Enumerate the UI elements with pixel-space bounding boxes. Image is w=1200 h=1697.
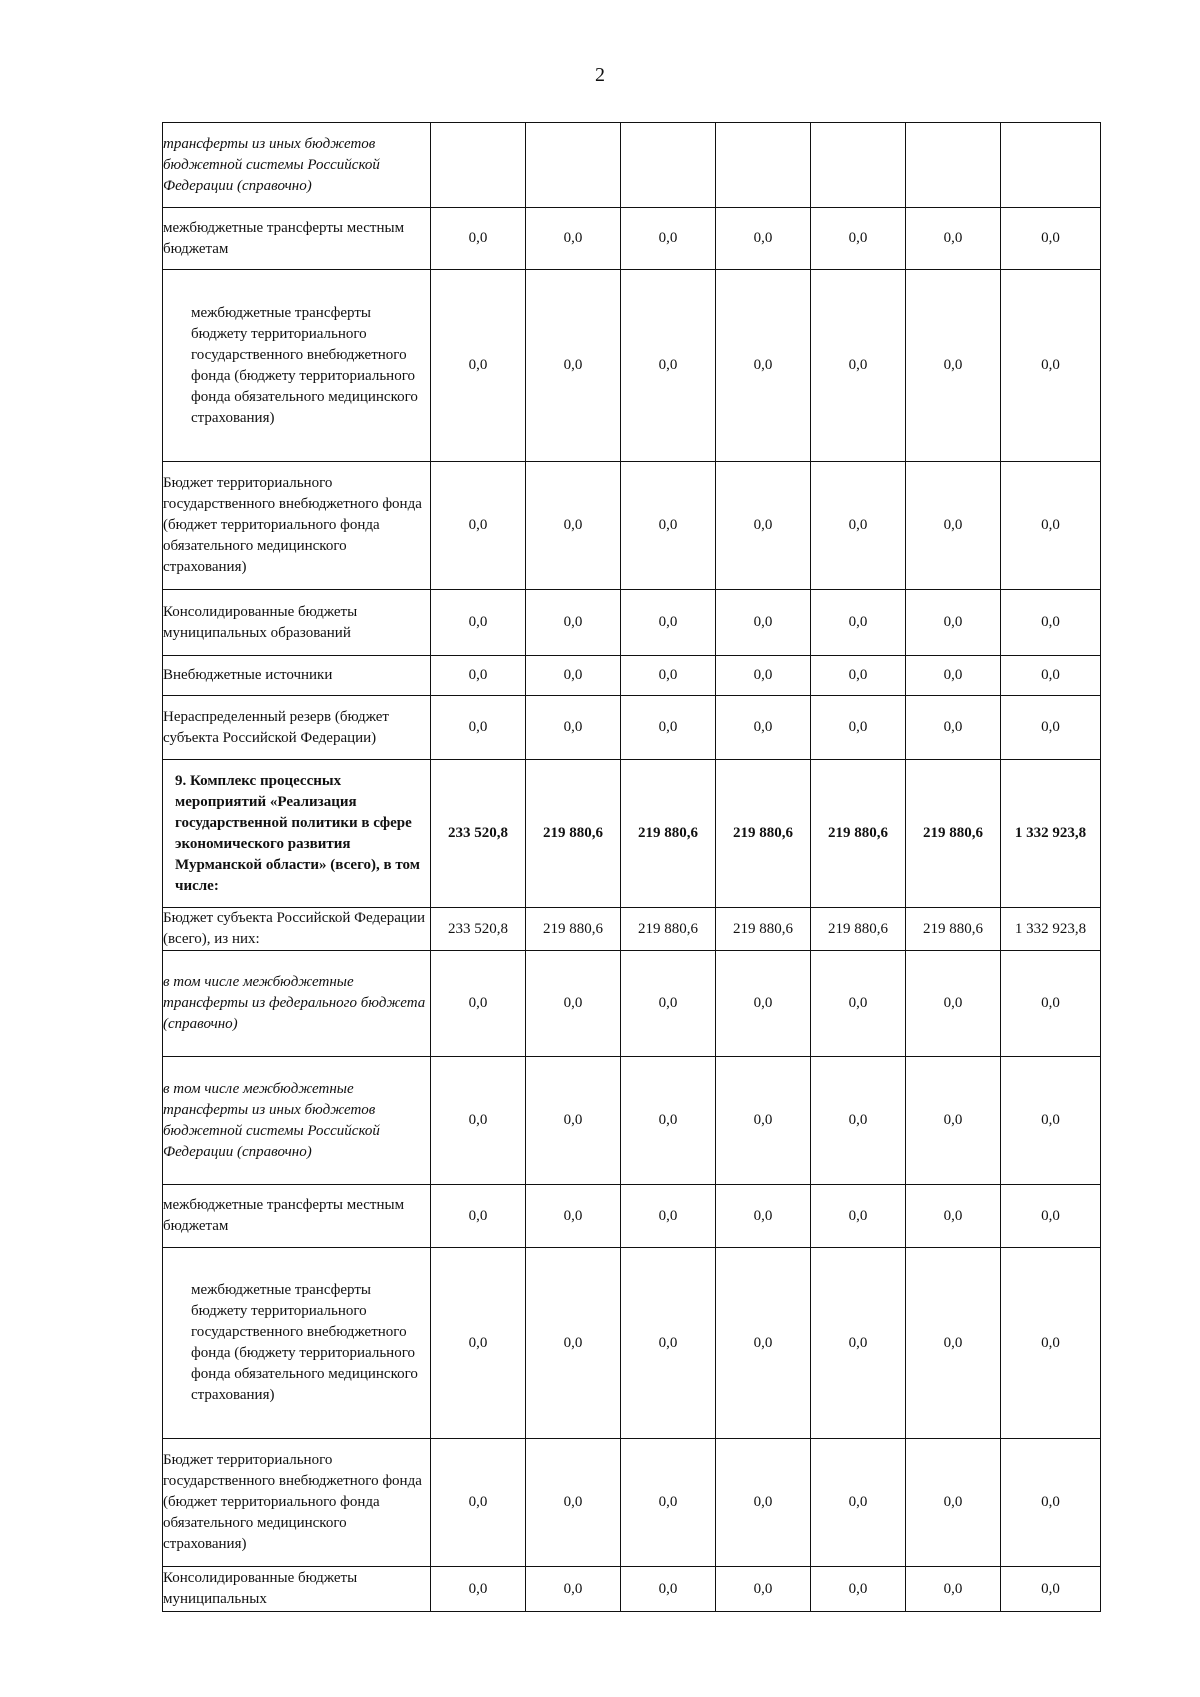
row-value: 0,0: [906, 1057, 1001, 1185]
row-value: 0,0: [526, 1185, 621, 1248]
row-value: 1 332 923,8: [1001, 908, 1101, 951]
row-value: 0,0: [526, 696, 621, 760]
row-value: 0,0: [621, 951, 716, 1057]
row-value: 0,0: [526, 1057, 621, 1185]
row-value: 0,0: [1001, 696, 1101, 760]
row-value: 0,0: [811, 696, 906, 760]
page-number: 2: [595, 64, 605, 86]
row-value: 0,0: [431, 951, 526, 1057]
row-value: 0,0: [1001, 656, 1101, 696]
row-value: 0,0: [621, 1439, 716, 1567]
row-value: 0,0: [431, 590, 526, 656]
row-value: 0,0: [431, 1248, 526, 1439]
row-value: [716, 123, 811, 208]
row-value: 0,0: [431, 656, 526, 696]
row-value: 0,0: [526, 208, 621, 270]
row-label: Бюджет территориального государственного внебюджетного фонда (бюджет территориального фонда обязательного медицинского страхования): [163, 1439, 431, 1567]
table-row: [163, 1439, 1101, 1567]
row-label: трансферты из иных бюджетов бюджетной системы Российской Федерации (справочно): [163, 123, 431, 208]
row-value: 0,0: [906, 656, 1001, 696]
row-value: 0,0: [621, 1057, 716, 1185]
table-row: [163, 1185, 1101, 1248]
row-value: 0,0: [906, 462, 1001, 590]
row-value: 219 880,6: [811, 908, 906, 951]
row-value: 0,0: [621, 208, 716, 270]
row-value: 0,0: [906, 1439, 1001, 1567]
row-value: 219 880,6: [526, 760, 621, 908]
row-value: 0,0: [716, 1439, 811, 1567]
row-value: 0,0: [716, 1248, 811, 1439]
row-value: 0,0: [811, 208, 906, 270]
row-value: 0,0: [716, 951, 811, 1057]
row-value: 0,0: [621, 696, 716, 760]
table-row: [163, 462, 1101, 590]
row-value: 0,0: [621, 590, 716, 656]
row-value: 0,0: [431, 1439, 526, 1567]
row-value: 0,0: [526, 951, 621, 1057]
table-row: [163, 590, 1101, 656]
table-row: [163, 1567, 1101, 1612]
row-value: 0,0: [621, 1248, 716, 1439]
budget-table-body: [163, 123, 1101, 1612]
row-value: 0,0: [906, 951, 1001, 1057]
row-value: 0,0: [716, 1185, 811, 1248]
row-value: 0,0: [1001, 208, 1101, 270]
table-row: [163, 123, 1101, 208]
row-value: 0,0: [716, 208, 811, 270]
row-value: 219 880,6: [906, 908, 1001, 951]
row-value: 0,0: [811, 1057, 906, 1185]
row-label: Бюджет субъекта Российской Федерации (всего), из них:: [163, 908, 431, 951]
row-value: 0,0: [431, 208, 526, 270]
row-label: межбюджетные трансферты местным бюджетам: [163, 208, 431, 270]
row-value: 0,0: [811, 270, 906, 462]
row-value: 233 520,8: [431, 760, 526, 908]
row-value: 0,0: [621, 1185, 716, 1248]
row-value: 0,0: [716, 590, 811, 656]
row-value: 0,0: [716, 1567, 811, 1612]
table-row: [163, 208, 1101, 270]
row-value: 219 880,6: [906, 760, 1001, 908]
row-value: 0,0: [811, 590, 906, 656]
row-value: 0,0: [1001, 1439, 1101, 1567]
row-value: 0,0: [906, 1185, 1001, 1248]
row-value: 0,0: [431, 1567, 526, 1612]
row-value: [621, 123, 716, 208]
row-label: в том числе межбюджетные трансферты из федерального бюджета (справочно): [163, 951, 431, 1057]
row-label: в том числе межбюджетные трансферты из иных бюджетов бюджетной системы Российской Федерации (справочно): [163, 1057, 431, 1185]
table-row: [163, 951, 1101, 1057]
budget-table: [162, 122, 1101, 1612]
row-value: [1001, 123, 1101, 208]
row-value: 0,0: [621, 1567, 716, 1612]
row-value: 0,0: [526, 462, 621, 590]
row-value: [811, 123, 906, 208]
row-value: 0,0: [811, 462, 906, 590]
row-value: 0,0: [1001, 270, 1101, 462]
row-value: 0,0: [906, 208, 1001, 270]
row-value: 0,0: [526, 656, 621, 696]
table-row: [163, 696, 1101, 760]
row-label: межбюджетные трансферты бюджету территориального государственного внебюджетного фонда (бюджету территориального фонда обязательного медицинского страхования): [163, 1248, 431, 1439]
table-row: [163, 760, 1101, 908]
row-value: 0,0: [526, 590, 621, 656]
row-label: Консолидированные бюджеты муниципальных образований: [163, 590, 431, 656]
row-value: 0,0: [811, 1248, 906, 1439]
row-value: 219 880,6: [621, 760, 716, 908]
row-value: 0,0: [431, 1057, 526, 1185]
row-value: 233 520,8: [431, 908, 526, 951]
row-label: Консолидированные бюджеты муниципальных: [163, 1567, 431, 1612]
row-label: Внебюджетные источники: [163, 656, 431, 696]
row-value: [431, 123, 526, 208]
row-value: 219 880,6: [621, 908, 716, 951]
row-value: 1 332 923,8: [1001, 760, 1101, 908]
row-value: 0,0: [1001, 462, 1101, 590]
row-value: 0,0: [621, 270, 716, 462]
row-value: 0,0: [431, 462, 526, 590]
row-value: 0,0: [526, 270, 621, 462]
row-value: 219 880,6: [716, 908, 811, 951]
row-label: межбюджетные трансферты бюджету территориального государственного внебюджетного фонда (бюджету территориального фонда обязательного медицинского страхования): [163, 270, 431, 462]
row-label: межбюджетные трансферты местным бюджетам: [163, 1185, 431, 1248]
row-value: 0,0: [526, 1248, 621, 1439]
row-value: 219 880,6: [716, 760, 811, 908]
row-value: 0,0: [716, 462, 811, 590]
row-value: 0,0: [431, 696, 526, 760]
row-value: 0,0: [716, 696, 811, 760]
row-value: 0,0: [526, 1439, 621, 1567]
row-value: 0,0: [811, 656, 906, 696]
row-value: 0,0: [1001, 1057, 1101, 1185]
row-value: 0,0: [716, 656, 811, 696]
row-value: 0,0: [906, 1567, 1001, 1612]
table-row: [163, 908, 1101, 951]
row-value: 0,0: [526, 1567, 621, 1612]
row-value: 0,0: [1001, 1248, 1101, 1439]
row-value: [526, 123, 621, 208]
row-value: 219 880,6: [526, 908, 621, 951]
row-value: 0,0: [811, 951, 906, 1057]
table-row: [163, 1057, 1101, 1185]
row-value: 0,0: [1001, 1567, 1101, 1612]
row-value: 0,0: [906, 590, 1001, 656]
row-value: 0,0: [906, 696, 1001, 760]
row-value: 0,0: [906, 270, 1001, 462]
row-value: 219 880,6: [811, 760, 906, 908]
row-value: 0,0: [1001, 1185, 1101, 1248]
row-value: 0,0: [906, 1248, 1001, 1439]
row-label: Нераспределенный резерв (бюджет субъекта Российской Федерации): [163, 696, 431, 760]
row-value: 0,0: [811, 1439, 906, 1567]
row-label: 9. Комплекс процессных мероприятий «Реализация государственной политики в сфере экономического развития Мурманской области» (всего), в том числе:: [163, 760, 431, 908]
row-label: Бюджет территориального государственного внебюджетного фонда (бюджет территориального фонда обязательного медицинского страхования): [163, 462, 431, 590]
row-value: 0,0: [811, 1567, 906, 1612]
table-row: [163, 656, 1101, 696]
row-value: 0,0: [621, 656, 716, 696]
row-value: 0,0: [716, 270, 811, 462]
row-value: 0,0: [431, 1185, 526, 1248]
table-row: [163, 1248, 1101, 1439]
row-value: 0,0: [621, 462, 716, 590]
row-value: 0,0: [716, 1057, 811, 1185]
row-value: [906, 123, 1001, 208]
row-value: 0,0: [431, 270, 526, 462]
row-value: 0,0: [1001, 590, 1101, 656]
row-value: 0,0: [1001, 951, 1101, 1057]
table-row: [163, 270, 1101, 462]
row-value: 0,0: [811, 1185, 906, 1248]
